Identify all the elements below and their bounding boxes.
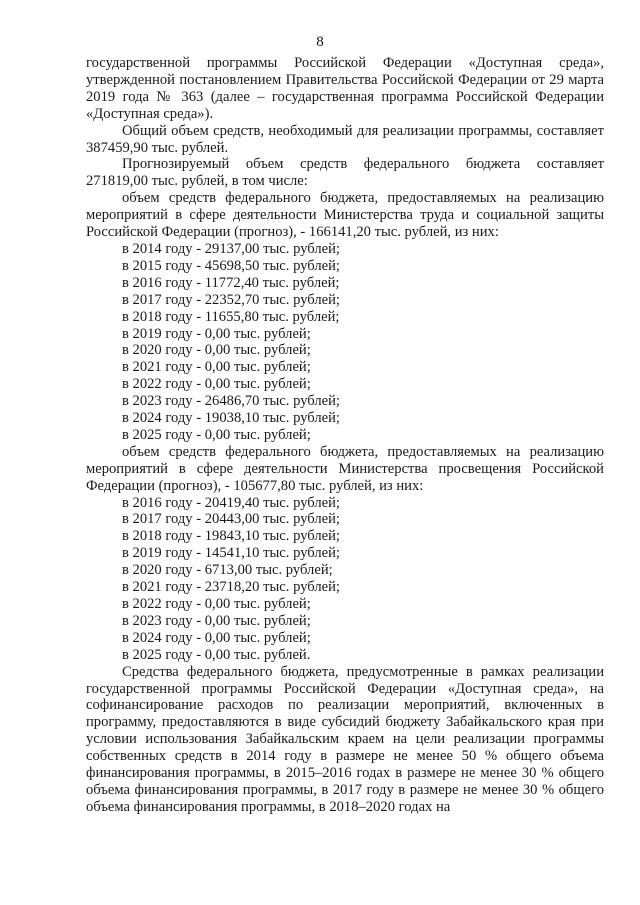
- list-item: в 2025 году - 0,00 тыс. рублей.: [122, 646, 311, 663]
- list-item: в 2020 году - 0,00 тыс. рублей;: [122, 342, 311, 359]
- list-item: в 2016 году - 20419,40 тыс. рублей;: [122, 494, 340, 511]
- list-item: в 2014 году - 29137,00 тыс. рублей;: [122, 240, 340, 257]
- intro-paragraph: государственной программы Российской Федерации «Доступная среда», утвержденной постановлением Правительства Российской Федерации от 29 марта 2019 года № 363 (далее – государственная программа Российской Федерации «Доступная среда»).: [86, 55, 604, 122]
- subsidies-paragraph: Средства федерального бюджета, предусмотренные в рамках реализации государственной программы Российской Федерации «Доступная среда», на софинансирование расходов по реализации мероприятий, включенных в программу, предоставляются в виде субсидий бюджету Забайкальского края при условии использования Забайкальским краем на цели реализации программы собственных средств в 2014 году в размере не менее 50 % общего объема финансирования программы, в 2015–2016 годах в размере не менее 30 % общего объема финансирования программы, в 2017 году в размере не менее 30 % общего объема финансирования программы, в 2018–2020 годах на: [86, 663, 604, 815]
- list-item: в 2023 году - 0,00 тыс. рублей;: [122, 612, 311, 629]
- total-funding-paragraph: Общий объем средств, необходимый для реализации программы, составляет 387459,90 тыс. рублей.: [86, 122, 604, 156]
- list-item: в 2018 году - 19843,10 тыс. рублей;: [122, 528, 340, 545]
- list-item: в 2024 году - 0,00 тыс. рублей;: [122, 629, 311, 646]
- page-number: 8: [316, 34, 324, 50]
- list-item: в 2021 году - 23718,20 тыс. рублей;: [122, 579, 340, 596]
- list-item: в 2022 году - 0,00 тыс. рублей;: [122, 376, 311, 393]
- federal-budget-paragraph: Прогнозируемый объем средств федерального бюджета составляет 271819,00 тыс. рублей, в том числе:: [86, 156, 604, 190]
- list-item: в 2022 году - 0,00 тыс. рублей;: [122, 596, 311, 612]
- list-item: в 2018 году - 11655,80 тыс. рублей;: [122, 308, 340, 325]
- labor-ministry-year-list: [86, 241, 604, 444]
- list-item: в 2017 году - 20443,00 тыс. рублей;: [122, 511, 340, 528]
- labor-ministry-paragraph: объем средств федерального бюджета, предоставляемых на реализацию мероприятий в сфере деятельности Министерства труда и социальной защиты Российской Федерации (прогноз), - 166141,20 тыс. рублей, из них:: [86, 190, 604, 241]
- list-item: в 2019 году - 0,00 тыс. рублей;: [122, 325, 311, 342]
- list-item: в 2023 году - 26486,70 тыс. рублей;: [122, 393, 340, 410]
- list-item: в 2019 году - 14541,10 тыс. рублей;: [122, 545, 340, 562]
- list-item: в 2024 году - 19038,10 тыс. рублей;: [122, 410, 340, 427]
- list-item: в 2015 году - 45698,50 тыс. рублей;: [122, 257, 340, 274]
- list-item: в 2017 году - 22352,70 тыс. рублей;: [122, 291, 340, 308]
- document-body: [86, 55, 604, 816]
- list-item: в 2020 году - 6713,00 тыс. рублей;: [122, 562, 333, 579]
- education-ministry-year-list: [86, 495, 604, 664]
- list-item: в 2016 году - 11772,40 тыс. рублей;: [122, 274, 340, 291]
- list-item: в 2025 году - 0,00 тыс. рублей;: [122, 426, 311, 443]
- education-ministry-paragraph: объем средств федерального бюджета, предоставляемых на реализацию мероприятий в сфере деятельности Министерства просвещения Российской Федерации (прогноз), - 105677,80 тыс. рублей, из них:: [86, 443, 604, 494]
- list-item: в 2021 году - 0,00 тыс. рублей;: [122, 359, 311, 376]
